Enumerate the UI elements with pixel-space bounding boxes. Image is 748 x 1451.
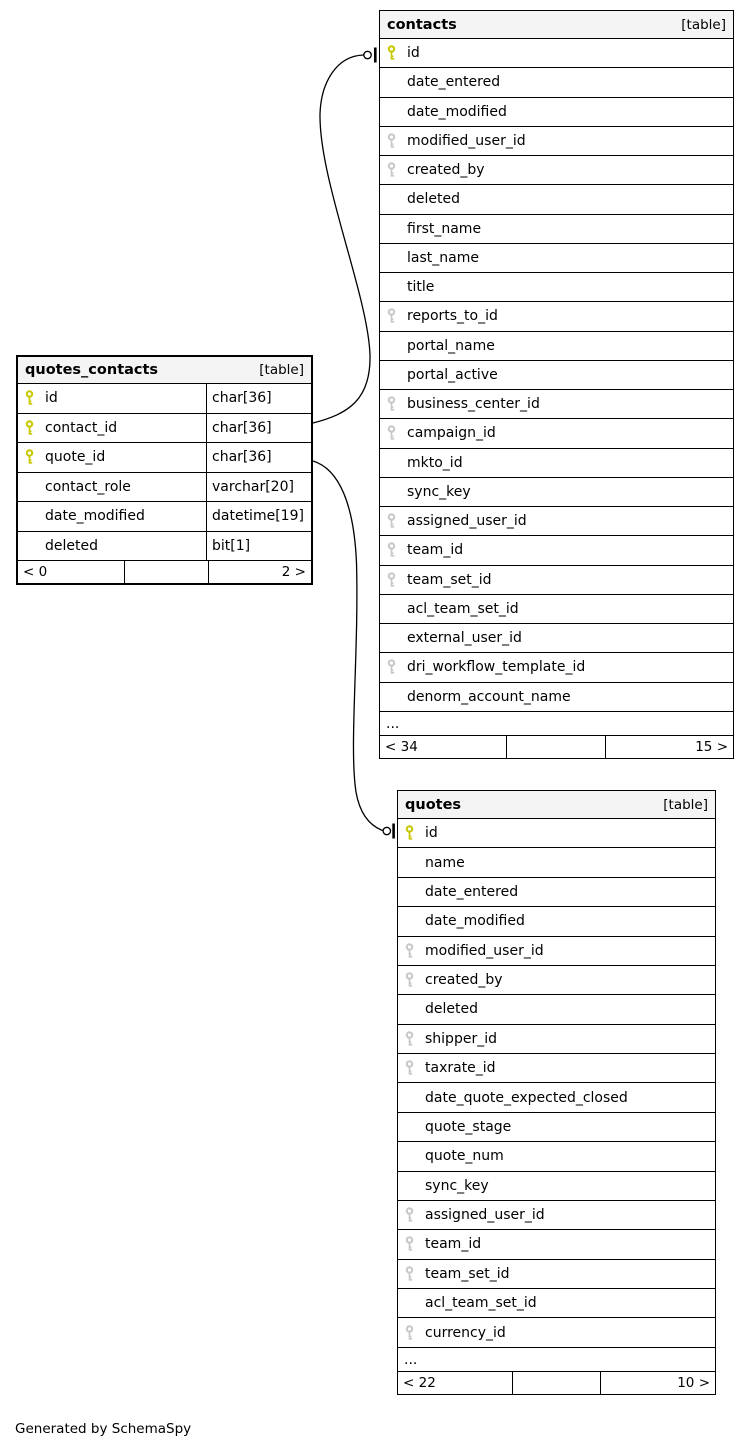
foreign-key-icon (398, 943, 425, 959)
more-columns-ellipsis: ... (398, 1348, 715, 1373)
table-row (398, 819, 715, 848)
column-name: date_entered (407, 74, 501, 91)
column-name: date_entered (425, 883, 519, 900)
column-type: varchar[20] (206, 473, 311, 502)
column-name: sync_key (407, 483, 471, 500)
table-row (380, 478, 733, 507)
column-name: contact_id (45, 419, 118, 436)
column-name: title (407, 279, 435, 296)
column-name: quote_stage (425, 1118, 512, 1135)
foreign-key-icon (380, 513, 407, 529)
column-name: external_user_id (407, 630, 522, 647)
column-type: char[36] (206, 384, 311, 413)
foreign-key-icon (398, 1236, 425, 1252)
table-header (18, 357, 311, 384)
column-name: date_modified (407, 103, 507, 120)
table-row (380, 98, 733, 127)
table-contacts (379, 10, 734, 759)
foreign-key-icon (380, 542, 407, 558)
table-row (398, 937, 715, 966)
primary-key-icon (18, 420, 45, 436)
foreign-key-icon (398, 1325, 425, 1341)
column-name: last_name (407, 249, 479, 266)
table-row (398, 1260, 715, 1289)
table-row (380, 507, 733, 536)
table-row (18, 502, 311, 532)
footer-middle-cell (125, 561, 209, 583)
table-row (380, 244, 733, 273)
column-name: mkto_id (407, 454, 463, 471)
related-count-left: < 0 (18, 561, 125, 583)
column-name: denorm_account_name (407, 688, 571, 705)
column-name: created_by (425, 972, 503, 989)
column-name: assigned_user_id (425, 1207, 545, 1224)
column-name: team_id (407, 542, 464, 559)
table-row (398, 1083, 715, 1112)
table-row (398, 1289, 715, 1318)
table-row (380, 419, 733, 448)
column-name: date_modified (45, 508, 145, 525)
column-name: date_quote_expected_closed (425, 1089, 628, 1106)
pagination-footer (380, 736, 733, 758)
foreign-key-icon (398, 1266, 425, 1282)
column-name: portal_name (407, 337, 495, 354)
column-name: reports_to_id (407, 308, 498, 325)
primary-key-icon (18, 449, 45, 465)
footer-middle-cell (507, 736, 606, 758)
column-name: taxrate_id (425, 1060, 496, 1077)
related-count-left: < 22 (398, 1372, 513, 1394)
column-type: bit[1] (206, 532, 311, 561)
table-header (398, 791, 715, 819)
column-name: deleted (407, 191, 460, 208)
primary-key-icon (398, 825, 425, 841)
column-type: char[36] (206, 414, 311, 443)
column-name: name (425, 854, 465, 871)
column-name: acl_team_set_id (425, 1295, 537, 1312)
table-row (398, 1201, 715, 1230)
related-count-right: 2 > (281, 564, 306, 580)
foreign-key-icon (380, 659, 407, 675)
column-name: team_id (425, 1236, 482, 1253)
table-row (380, 536, 733, 565)
primary-key-icon (380, 45, 407, 61)
table-row (18, 473, 311, 503)
column-rows (398, 819, 715, 1348)
table-row (380, 449, 733, 478)
table-row (380, 68, 733, 97)
column-type: datetime[19] (206, 502, 311, 531)
table-row (380, 185, 733, 214)
table-row (398, 1230, 715, 1259)
table-row (380, 127, 733, 156)
table-row (380, 390, 733, 419)
generated-by-note: Generated by SchemaSpy (15, 1421, 192, 1437)
table-row (398, 966, 715, 995)
table-row (380, 302, 733, 331)
table-row (380, 39, 733, 68)
column-type: char[36] (206, 443, 311, 472)
column-name: date_modified (425, 913, 525, 930)
column-name: campaign_id (407, 425, 496, 442)
table-row (380, 215, 733, 244)
table-row (398, 1025, 715, 1054)
table-row (398, 1142, 715, 1171)
column-name: contact_role (45, 478, 131, 495)
primary-key-icon (18, 390, 45, 406)
table-row (398, 848, 715, 877)
related-count-right: 15 > (695, 739, 728, 756)
table-quotes (397, 790, 716, 1395)
more-columns-ellipsis: ... (380, 712, 733, 737)
column-name: deleted (45, 537, 98, 554)
column-name: acl_team_set_id (407, 600, 519, 617)
table-row (380, 683, 733, 712)
table-row (18, 384, 311, 414)
column-name: created_by (407, 162, 485, 179)
column-name: business_center_id (407, 396, 540, 413)
table-row (398, 995, 715, 1024)
table-row (398, 1113, 715, 1142)
foreign-key-icon (380, 572, 407, 588)
foreign-key-icon (380, 425, 407, 441)
column-name: first_name (407, 220, 482, 237)
column-name: portal_active (407, 366, 498, 383)
table-header (380, 11, 733, 39)
table-row (380, 624, 733, 653)
table-row (380, 595, 733, 624)
cardinality-circle-contacts (364, 51, 371, 58)
table-title[interactable]: quotes_contacts (25, 362, 159, 378)
table-row (398, 907, 715, 936)
column-name: quote_id (45, 449, 106, 466)
column-name: id (407, 45, 420, 62)
column-name: id (45, 390, 58, 407)
table-row (398, 878, 715, 907)
column-name: shipper_id (425, 1030, 497, 1047)
foreign-key-icon (398, 972, 425, 988)
column-name: currency_id (425, 1324, 506, 1341)
foreign-key-icon (380, 162, 407, 178)
column-name: team_set_id (425, 1265, 510, 1282)
table-type-badge: [table] (663, 796, 708, 813)
table-row (380, 361, 733, 390)
table-row (398, 1054, 715, 1083)
column-name: sync_key (425, 1177, 489, 1194)
table-row (18, 443, 311, 473)
column-name: assigned_user_id (407, 513, 527, 530)
cardinality-circle-quotes (383, 827, 390, 834)
pagination-footer (18, 561, 311, 583)
column-rows (380, 39, 733, 712)
table-row (398, 1172, 715, 1201)
table-row (398, 1318, 715, 1347)
footer-middle-cell (513, 1372, 601, 1394)
foreign-key-icon (398, 1207, 425, 1223)
column-name: modified_user_id (425, 942, 544, 959)
column-name: team_set_id (407, 571, 492, 588)
foreign-key-icon (380, 396, 407, 412)
table-type-badge: [table] (681, 16, 726, 33)
related-count-left: < 34 (380, 736, 507, 758)
table-row (380, 156, 733, 185)
column-name: modified_user_id (407, 132, 526, 149)
table-row (380, 332, 733, 361)
table-title[interactable]: contacts (387, 16, 457, 33)
column-name: deleted (425, 1001, 478, 1018)
table-row (380, 653, 733, 682)
table-row (380, 273, 733, 302)
column-name: dri_workflow_template_id (407, 659, 586, 676)
foreign-key-icon (380, 133, 407, 149)
table-title[interactable]: quotes (405, 796, 462, 813)
table-type-badge: [table] (259, 362, 304, 378)
column-rows (18, 384, 311, 561)
foreign-key-icon (380, 308, 407, 324)
relationship-line-quote-id-to-quotes-id (313, 461, 383, 831)
table-row (380, 566, 733, 595)
foreign-key-icon (398, 1031, 425, 1047)
foreign-key-icon (398, 1060, 425, 1076)
table-row (18, 414, 311, 444)
column-name: quote_num (425, 1148, 504, 1165)
table-quotes-contacts (16, 355, 313, 585)
pagination-footer (398, 1372, 715, 1394)
relationship-line-contact-id-to-contacts-id (313, 55, 370, 423)
table-row (18, 532, 311, 562)
related-count-right: 10 > (677, 1375, 710, 1392)
column-name: id (425, 825, 438, 842)
